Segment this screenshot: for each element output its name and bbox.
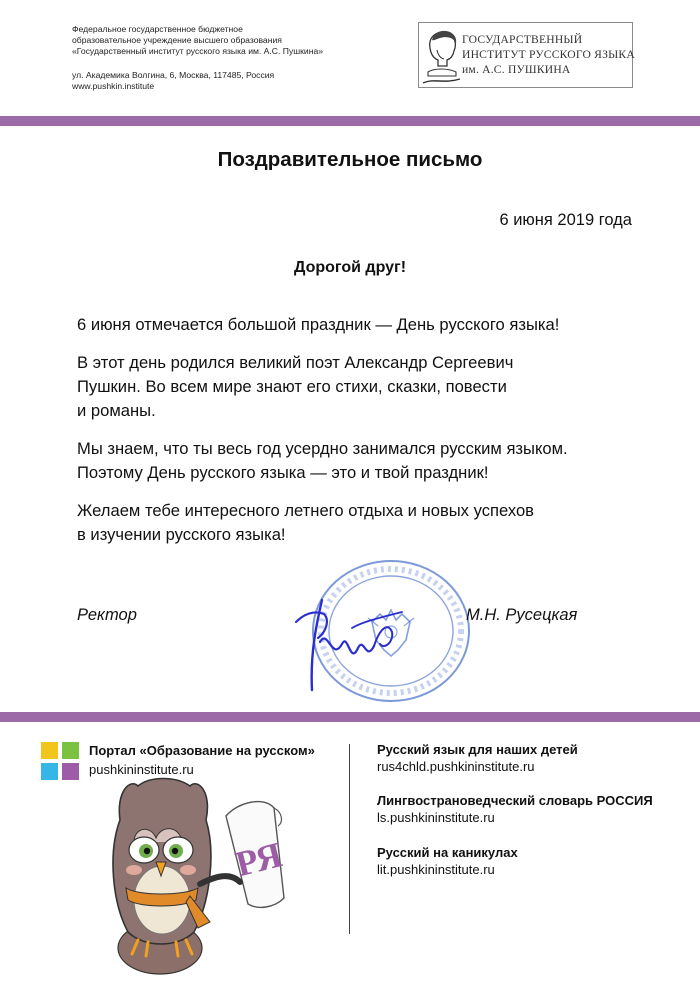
paragraph-line: в изучении русского языка! [77, 525, 286, 544]
paragraph [77, 437, 657, 485]
logo-line: ИНСТИТУТ РУССКОГО ЯЗЫКА [462, 48, 635, 61]
org-line: образовательное учреждение высшего образования [72, 35, 282, 46]
owl-scroll-text: РЯ [231, 834, 287, 885]
logo-line: им. А.С. ПУШКИНА [462, 63, 571, 76]
portal-logo-squares-icon [41, 742, 81, 782]
logo-text [462, 32, 635, 77]
portal-title: Портал «Образование на русском» [89, 743, 315, 758]
org-address: ул. Академика Волгина, 6, Москва, 117485, Россия [72, 69, 275, 80]
resource-item[interactable] [377, 741, 578, 775]
letter-title: Поздравительное письмо [217, 148, 483, 171]
resource-title: Русский на каникулах [377, 845, 518, 860]
org-header [72, 24, 372, 92]
org-line: «Государственный институт русского языка им. А.С. Пушкина» [72, 46, 324, 57]
resource-url[interactable]: ls.pushkininstitute.ru [377, 810, 495, 825]
paragraph-line: В этот день родился великий поэт Александр Сергеевич [77, 353, 514, 372]
signer-name: М.Н. Русецкая [466, 606, 578, 624]
letter-date: 6 июня 2019 года [499, 211, 632, 229]
paragraph [77, 351, 657, 423]
org-website: www.pushkin.institute [72, 80, 155, 91]
paragraph-line: Желаем тебе интересного летнего отдыха и новых успехов [77, 501, 534, 520]
org-line: Федеральное государственное бюджетное [72, 24, 243, 34]
resource-title: Русский язык для наших детей [377, 742, 578, 757]
letter-body [77, 313, 657, 561]
paragraph [77, 313, 657, 337]
owl-mascot-icon [98, 772, 294, 980]
resource-item[interactable] [377, 844, 518, 878]
letter-greeting: Дорогой друг! [293, 259, 407, 276]
resource-url[interactable]: lit.pushkininstitute.ru [377, 862, 495, 877]
top-band [0, 116, 700, 126]
paragraph-line: Мы знаем, что ты весь год усердно занимался русским языком. [77, 439, 568, 458]
signature-mark [292, 592, 412, 697]
paragraph-line: 6 июня отмечается большой праздник — День русского языка! [77, 315, 560, 334]
resource-item[interactable] [377, 792, 653, 826]
logo-line: ГОСУДАРСТВЕННЫЙ [462, 33, 583, 46]
paragraph-line: Поэтому День русского языка — это и твой праздник! [77, 463, 489, 482]
resource-url[interactable]: rus4chld.pushkininstitute.ru [377, 759, 535, 774]
paragraph [77, 499, 657, 547]
bottom-band [0, 712, 700, 722]
portal-url[interactable]: pushkininstitute.ru [89, 762, 194, 777]
paragraph-line: Пушкин. Во всем мире знают его стихи, сказки, повести [77, 377, 507, 396]
signer-role: Ректор [77, 606, 137, 624]
paragraph-line: и романы. [77, 401, 156, 420]
pushkin-portrait-icon [420, 26, 462, 86]
resource-title: Лингвострановедческий словарь РОССИЯ [377, 793, 653, 808]
footer-divider [349, 744, 350, 934]
